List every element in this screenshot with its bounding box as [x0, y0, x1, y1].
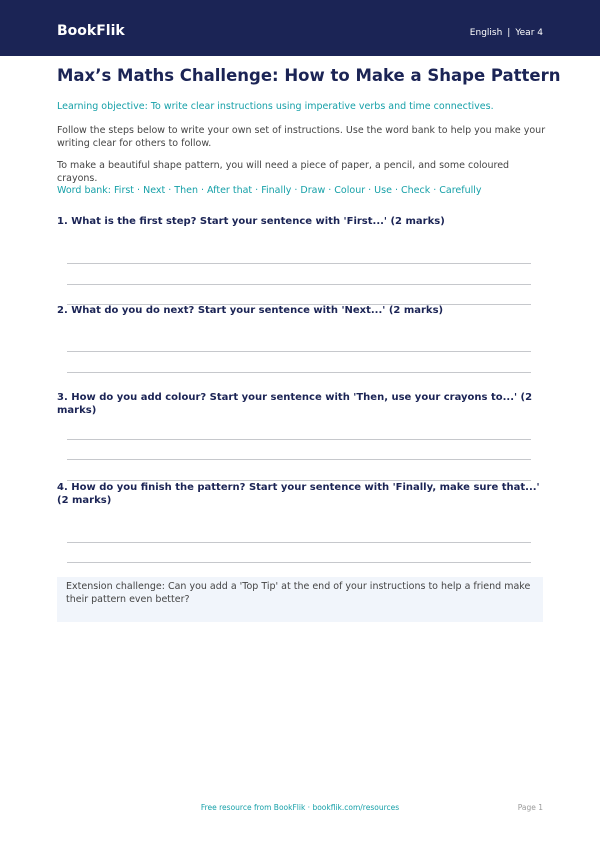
answer-line[interactable] — [67, 562, 531, 563]
answer-line[interactable] — [67, 351, 531, 352]
question-4: 4. How do you finish the pattern? Start your sentence with 'Finally, make sure that...' (2 marks) — [57, 482, 540, 506]
answer-line[interactable] — [67, 284, 531, 285]
question-1: 1. What is the first step? Start your sentence with 'First...' (2 marks) — [57, 216, 445, 227]
word-bank: Word bank: First · Next · Then · After that · Finally · Draw · Colour · Use · Check · Carefully — [57, 185, 482, 196]
answer-line[interactable] — [67, 439, 531, 440]
page-number: Page 1 — [517, 803, 543, 812]
extension-challenge-box — [57, 577, 543, 622]
meta-separator: | — [507, 28, 511, 38]
year-label: Year 4 — [515, 28, 543, 38]
intro-text: Follow the steps below to write your own set of instructions. Use the word bank to help you make your writing clear for others to follow. — [57, 125, 546, 149]
header-bar — [0, 0, 600, 56]
subject-year — [470, 28, 543, 38]
page-title: Max’s Maths Challenge: How to Make a Shape Pattern — [57, 66, 561, 85]
materials-text: To make a beautiful shape pattern, you will need a piece of paper, a pencil, and some coloured crayons. — [57, 160, 510, 184]
question-2: 2. What do you do next? Start your sentence with 'Next...' (2 marks) — [57, 305, 444, 316]
subject-label: English — [469, 28, 503, 38]
footer-link[interactable]: Free resource from BookFlik · bookflik.com/resources — [200, 803, 400, 812]
extension-text: Extension challenge: Can you add a 'Top Tip' at the end of your instructions to help a friend make their pattern even better? — [66, 581, 531, 605]
learning-objective: Learning objective: To write clear instructions using imperative verbs and time connectives. — [57, 101, 494, 112]
answer-line[interactable] — [67, 372, 531, 373]
answer-line[interactable] — [67, 459, 531, 460]
brand-logo[interactable]: BookFlik — [57, 23, 125, 39]
question-3: 3. How do you add colour? Start your sentence with 'Then, use your crayons to...' (2 marks) — [57, 392, 533, 416]
answer-line[interactable] — [67, 542, 531, 543]
answer-line[interactable] — [67, 263, 531, 264]
